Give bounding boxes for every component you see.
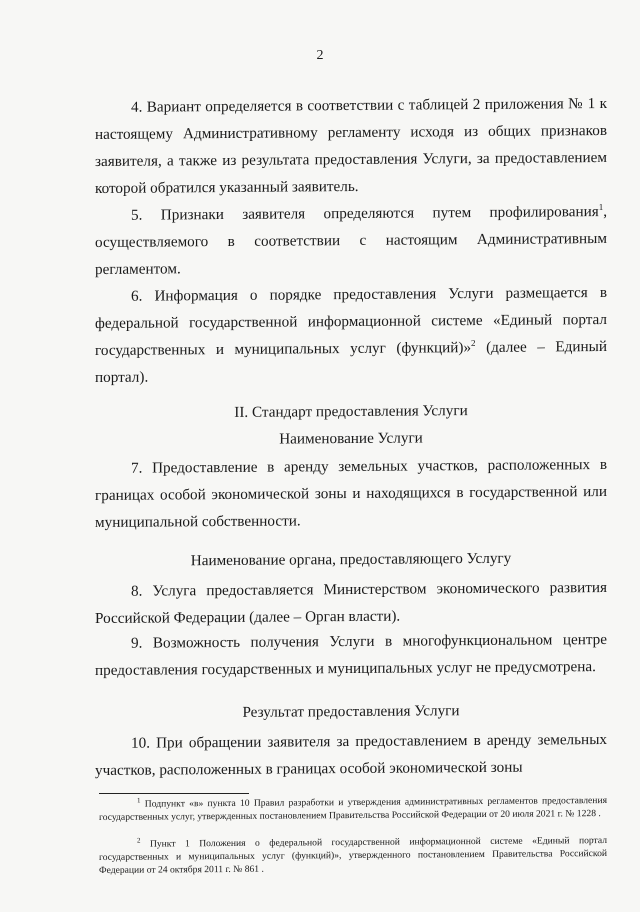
footnote-divider — [99, 793, 249, 794]
footnote-2-mark: 2 — [137, 836, 141, 845]
paragraph-8: 8. Услуга предоставляется Министерством экономического развития Российской Федерации (далее – Орган власти). — [95, 578, 607, 627]
footnote-ref-2: 2 — [471, 337, 476, 348]
paragraph-5-text: 5. Признаки заявителя определяются путем профилирования — [131, 203, 599, 224]
footnote-1-mark: 1 — [137, 796, 141, 805]
subheading-authority: Наименование органа, предоставляющего Услугу — [190, 549, 512, 570]
subheading-result: Результат предоставления Услуги — [242, 702, 460, 721]
footnote-2 — [99, 834, 607, 877]
page-number: 2 — [316, 48, 324, 63]
subheading-service-name: Наименование Услуги — [279, 429, 423, 448]
footnote-2-text: Пункт 1 Положения о федеральной государственной информационной системе «Единый портал государственных и муниципальных услуг (функций)», утвержденного постановлением Правительства Российской Федерации от 24 октября 2011 г. № 861 . — [99, 835, 607, 876]
paragraph-6-text: 6. Информация о порядке предоставления Услуги размещается в федеральной государственной информационной системе «Единый портал государственных и муниципальных услуг (функций)» — [95, 283, 607, 359]
paragraph-6-text-cont: (далее – Единый портал). — [95, 337, 607, 386]
paragraph-4: 4. Вариант определяется в соответствии с таблицей 2 приложения № 1 к настоящему Административному регламенту исходя из общих признаков заявителя, а также из результата предоставления Услуги, за предоставлением которой обратился указанный заявитель. — [95, 94, 607, 197]
paragraph-5-text-cont: , осуществляемого в соответствии с настоящим Административным регламентом. — [95, 202, 607, 278]
paragraph-7: 7. Предоставление в аренду земельных участков, расположенных в границах особой экономической зоны и находящихся в государственной или муниципальной собственности. — [95, 455, 607, 531]
section-heading: II. Стандарт предоставления Услуги — [234, 402, 468, 421]
paragraph-6 — [95, 279, 607, 391]
footnote-1 — [99, 794, 607, 824]
paragraph-10: 10. При обращении заявителя за предоставлением в аренду земельных участков, расположенных в границах особой экономической зоны — [95, 730, 607, 779]
paragraph-5 — [95, 198, 607, 283]
footnote-1-text: Подпункт «в» пункта 10 Правил разработки и утверждения административных регламентов предоставления государственных услуг, утвержденных постановлением Правительства Российской Федерации от 20 июля 2021 г. № 1228 . — [99, 795, 607, 823]
paragraph-9: 9. Возможность получения Услуги в многофункциональном центре предоставления государственных и муниципальных услуг не предусмотрена. — [95, 630, 607, 679]
footnote-ref-1: 1 — [598, 201, 604, 212]
